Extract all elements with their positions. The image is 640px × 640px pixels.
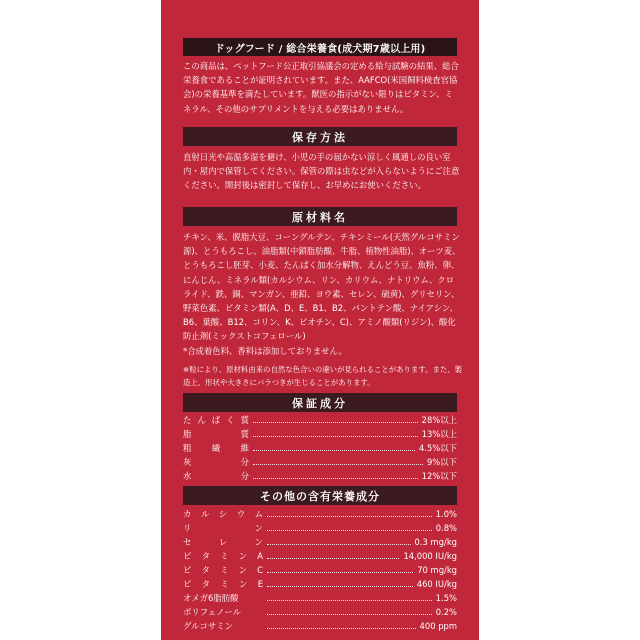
nutrient-value: 4.5%以下 <box>418 443 457 453</box>
other-row <box>183 578 457 590</box>
nutrient-label: リン <box>183 523 263 533</box>
nutrient-label: 水分 <box>183 471 249 481</box>
nutrient-value: 12%以下 <box>421 471 457 481</box>
guaranteed-row <box>183 442 457 454</box>
leader-dots <box>267 516 432 517</box>
other-row <box>183 592 457 604</box>
leader-dots <box>267 628 416 629</box>
ingredients-text: チキン、米、脱脂大豆、コーングルテン、チキンミール(天然グルコサミン源)、とうもろこし、油脂類(中鎖脂肪酸、牛脂、植物性油脂)、オーツ麦、とうもろこし胚芽、小麦、たんぱく加水分解物、えんどう豆、魚粉、卵、にんじん、ミネラル類(カルシウム、リン、カリウム、ナトリウム、クロライド、鉄、銅、マンガン、亜鉛、ヨウ素、セレン、硫黄)、グリセリン、野菜色素、ビタミン類(A、D、E、B1、B2、パントテン酸、ナイアシン、B6、葉酸、B12、コリン、K、ビオチン、C)、アミノ酸類(リジン)、酸化防止剤(ミックストコフェロール) <box>183 232 461 342</box>
leader-dots <box>267 530 432 531</box>
nutrient-label: たんぱく質 <box>183 415 249 425</box>
leader-dots <box>267 572 413 573</box>
guaranteed-row <box>183 428 457 440</box>
leader-dots <box>253 450 415 451</box>
nutrient-label: ビタミンA <box>183 551 263 561</box>
other-nutrients-heading: その他の含有栄養成分 <box>183 486 457 505</box>
nutrient-value: 28%以上 <box>421 415 457 425</box>
storage-text: 直射日光や高温多湿を避け、小児の手の届かない涼しく風通しの良い室内・屋内で保管してください。保管の際は虫などが入らないようにご注意ください。開封後は密封して保存し、お早めにお使いください。 <box>183 152 460 191</box>
nutrient-value: 1.0% <box>435 509 457 519</box>
leader-dots <box>267 614 432 615</box>
other-row <box>183 508 457 520</box>
guaranteed-row <box>183 414 457 426</box>
nutrient-value: 0.3 mg/kg <box>414 537 457 547</box>
package-label-panel <box>161 0 479 640</box>
nutrient-value: 1.5% <box>435 593 457 603</box>
nutrient-value: 400 ppm <box>419 621 457 631</box>
leader-dots <box>253 464 423 465</box>
leader-dots <box>267 544 411 545</box>
ingredients-note: ※粒により、原材料由来の自然な色合いの違いが見られることがあります。また、製造上、形状や大きさにバラつきが生じることがあります。 <box>183 365 463 387</box>
leader-dots <box>267 586 413 587</box>
nutrient-label: 灰分 <box>183 457 249 467</box>
storage-heading: 保存方法 <box>183 127 457 146</box>
other-row <box>183 550 457 562</box>
product-type-title: ドッグフード / 総合栄養食(成犬期7歳以上用) <box>183 38 457 56</box>
nutrient-value: 70 mg/kg <box>417 565 457 575</box>
other-row <box>183 620 457 632</box>
ingredients-footnote: *合成着色料、香料は添加しておりません。 <box>183 346 347 356</box>
leader-dots <box>253 436 418 437</box>
nutrient-label: 粗繊維 <box>183 443 249 453</box>
nutrient-label: 脂質 <box>183 429 249 439</box>
ingredients-heading: 原材料名 <box>183 207 457 226</box>
guaranteed-row <box>183 456 457 468</box>
leader-dots <box>253 422 418 423</box>
nutrient-label: ポリフェノール <box>183 607 241 617</box>
leader-dots <box>267 600 432 601</box>
other-row <box>183 606 457 618</box>
other-row <box>183 522 457 534</box>
other-row <box>183 564 457 576</box>
guaranteed-row <box>183 470 457 482</box>
nutrient-label: ビタミンE <box>183 579 263 589</box>
nutrient-value: 460 IU/kg <box>416 579 457 589</box>
nutrient-value: 14,000 IU/kg <box>403 551 457 561</box>
other-row <box>183 536 457 548</box>
nutrient-label: オメガ6脂肪酸 <box>183 593 239 603</box>
nutrient-label: ビタミンC <box>183 565 263 575</box>
nutrient-label: グルコサミン <box>183 621 233 631</box>
nutrient-value: 13%以上 <box>421 429 457 439</box>
guaranteed-analysis-heading: 保証成分 <box>183 393 457 412</box>
nutrient-value: 0.8% <box>435 523 457 533</box>
leader-dots <box>267 558 399 559</box>
nutrient-label: セレン <box>183 537 263 547</box>
nutrient-value: 9%以下 <box>426 457 457 467</box>
leader-dots <box>253 478 418 479</box>
intro-text: この商品は、ペットフード公正取引協議会の定める給与試験の結果、総合栄養食であることが証明されています。また、AAFCO(米国飼料検査官協会)の栄養基準を満たしています。獣医の指示がない限りはビタミン、ミネラル、その他のサプリメントを与える必要はありません。 <box>183 61 459 114</box>
nutrient-label: カルシウム <box>183 509 263 519</box>
nutrient-value: 0.2% <box>435 607 457 617</box>
